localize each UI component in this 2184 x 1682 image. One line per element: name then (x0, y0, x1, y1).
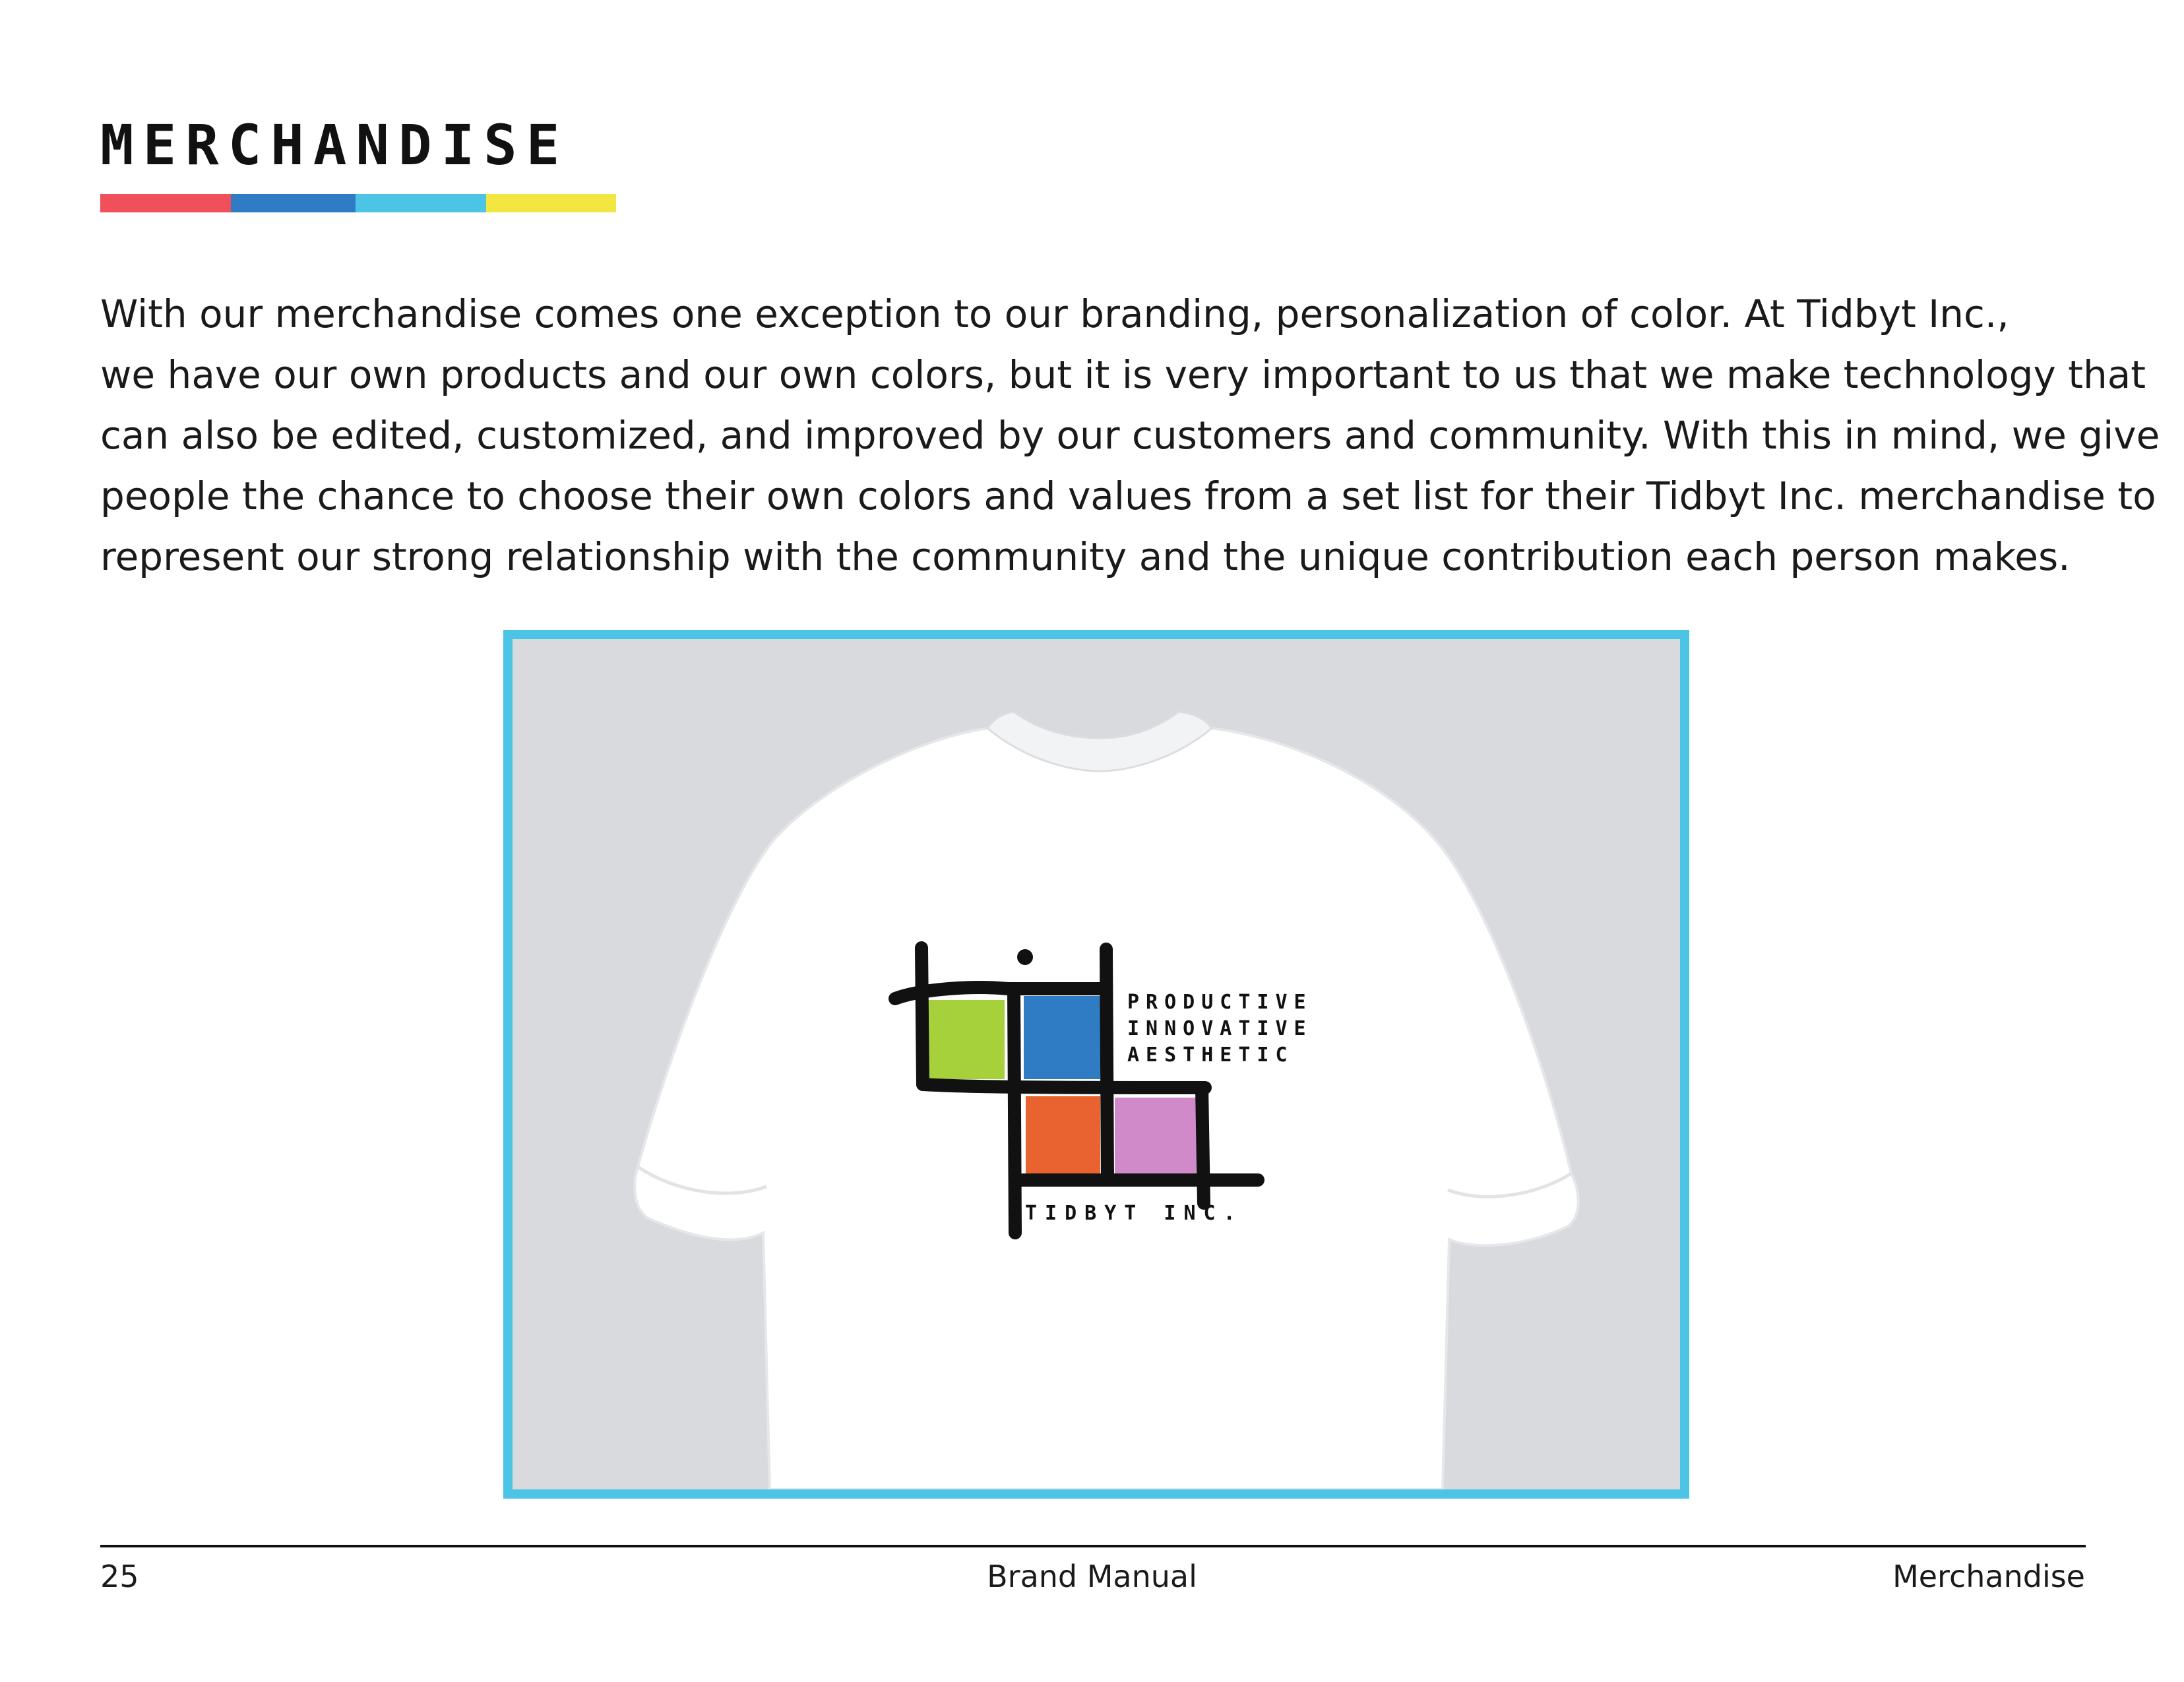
color-bar-red (100, 194, 231, 212)
logo-square-orange (1026, 1096, 1100, 1175)
body-paragraph (100, 284, 2160, 587)
footer-section-label: Merchandise (1892, 1559, 2085, 1594)
title-color-bar (100, 194, 616, 212)
body-line: we have our own products and our own colors, but it is very important to us that we make technology that (100, 352, 2146, 397)
logo-tagline-2: INNOVATIVE (1127, 1017, 1313, 1040)
page-number: 25 (100, 1559, 139, 1594)
logo-dot (1017, 949, 1033, 965)
tshirt-illustration (513, 639, 1680, 1489)
logo-line (1202, 1088, 1204, 1203)
logo-square-blue (1024, 996, 1100, 1079)
footer-document-title: Brand Manual (987, 1559, 1197, 1594)
logo-wordmark: TIDBYT INC. (1025, 1202, 1243, 1225)
body-line: people the chance to choose their own colors and values from a set list for their Tidbyt Inc. merchandise to (100, 474, 2156, 518)
page-title: MERCHANDISE (100, 113, 569, 177)
color-bar-yellow (486, 194, 616, 212)
logo-line (923, 1084, 1205, 1088)
body-line: represent our strong relationship with the community and the unique contribution each person makes. (100, 534, 2071, 579)
color-bar-cyan (356, 194, 486, 212)
logo-line (1106, 949, 1108, 1180)
logo-line (921, 948, 923, 1084)
logo-square-pink (1115, 1098, 1197, 1175)
logo-tagline-3: AESTHETIC (1127, 1043, 1294, 1067)
body-line: can also be edited, customized, and improved by our customers and community. With this in mind, we give (100, 413, 2160, 458)
logo-line (1014, 989, 1015, 1233)
color-bar-blue (231, 194, 356, 212)
logo-square-green (924, 1000, 1005, 1079)
footer-divider (100, 1545, 2086, 1547)
body-line: With our merchandise comes one exception to our branding, personalization of color. At Tidbyt Inc., (100, 292, 2009, 336)
tshirt-mockup-image (503, 630, 1689, 1499)
logo-tagline-1: PRODUCTIVE (1127, 991, 1313, 1014)
